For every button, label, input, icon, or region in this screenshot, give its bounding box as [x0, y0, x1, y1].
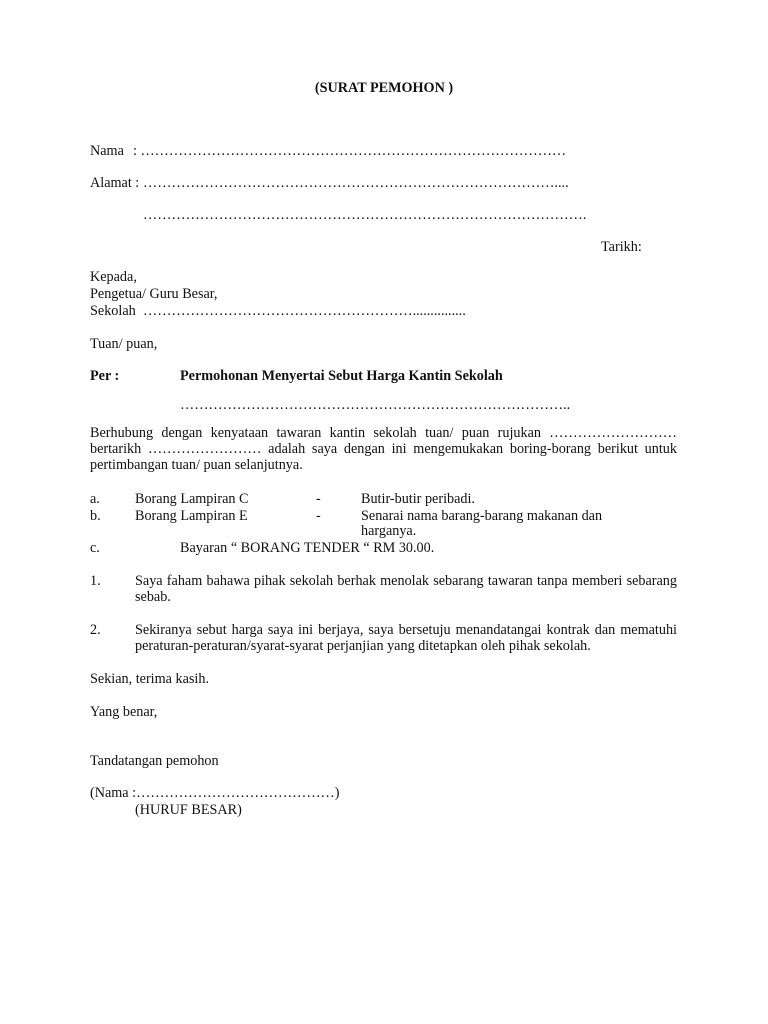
term-marker-2: 2.	[90, 622, 101, 638]
term-marker-1: 1.	[90, 573, 101, 589]
subject-per-label: Per :	[90, 368, 120, 384]
recipient-kepada: Kepada,	[90, 269, 137, 285]
huruf-besar-note: (HURUF BESAR)	[135, 802, 242, 818]
closing-yang-benar: Yang benar,	[90, 704, 158, 720]
attachment-desc-a: Butir-butir peribadi.	[361, 491, 475, 507]
attachment-text-c: Bayaran “ BORANG TENDER “ RM 30.00.	[180, 540, 435, 556]
body-paragraph: Berhubung dengan kenyataan tawaran kantin sekolah tuan/ puan rujukan ……………………… bertarikh …………………… adalah saya dengan ini mengemukakan boring-borang berikut untuk pertimbangan tuan/ puan selanjutnya.	[90, 425, 677, 473]
tarikh-label: Tarikh:	[601, 239, 642, 255]
attachment-marker-c: c.	[90, 540, 100, 556]
attachment-marker-a: a.	[90, 491, 100, 507]
closing-sekian: Sekian, terima kasih.	[90, 671, 209, 687]
attachment-name-a: Borang Lampiran C	[135, 491, 249, 507]
subject-text: Permohonan Menyertai Sebut Harga Kantin Sekolah	[180, 368, 503, 384]
nama-label: Nama	[90, 143, 124, 159]
term-text-1: Saya faham bahawa pihak sekolah berhak menolak sebarang tawaran tanpa memberi sebarang sebab.	[135, 573, 677, 605]
alamat-field-dots: ……………………………………………………………………………....	[143, 175, 569, 191]
sekolah-label: Sekolah	[90, 303, 136, 319]
attachment-desc-b: Senarai nama barang-barang makanan dan	[361, 508, 603, 524]
page-title: (SURAT PEMOHON )	[314, 80, 454, 96]
attachment-name-b: Borang Lampiran E	[135, 508, 248, 524]
alamat-field-dots-2: ………………………………………………………………………………….	[143, 207, 587, 223]
attachment-desc-b-cont: harganya.	[361, 523, 417, 539]
signature-label: Tandatangan pemohon	[90, 753, 219, 769]
attachment-marker-b: b.	[90, 508, 101, 524]
signature-name-line: (Nama :……………………………………)	[90, 785, 340, 801]
subject-dots: ………………………………………………………………………..	[180, 397, 571, 413]
alamat-label: Alamat :	[90, 175, 140, 191]
recipient-title: Pengetua/ Guru Besar,	[90, 286, 218, 302]
term-text-2: Sekiranya sebut harga saya ini berjaya, saya bersetuju menandatangai kontrak dan mematuhi peraturan-peraturan/syarat-syarat perjanjian yang ditetapkan oleh pihak sekolah.	[135, 622, 677, 654]
attachment-dash-b: -	[316, 508, 321, 524]
sekolah-field-dots: …………………………………………………...............	[143, 303, 466, 319]
attachment-dash-a: -	[316, 491, 321, 507]
salutation: Tuan/ puan,	[90, 336, 158, 352]
nama-field-dots: : ………………………………………………………………………………	[133, 143, 567, 159]
